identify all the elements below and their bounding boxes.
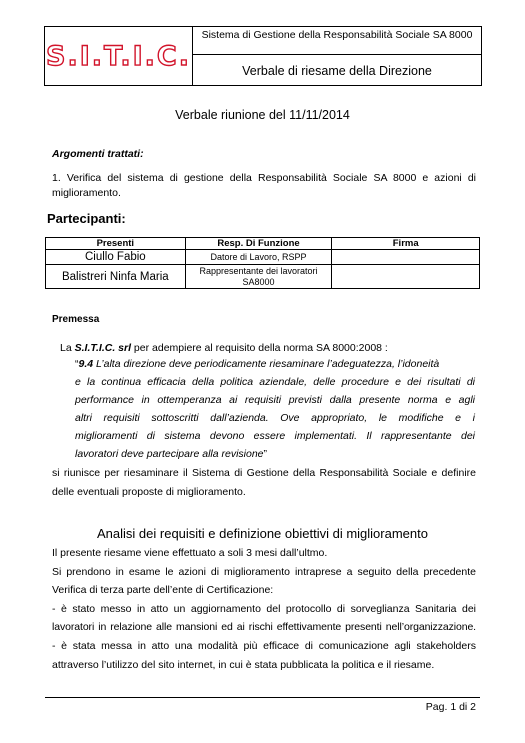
- participant-role: Rappresentante dei lavoratori SA8000: [185, 265, 332, 289]
- intro-text: per adempiere al requisito della norma SA 8000:2008 :: [131, 342, 388, 354]
- premessa-heading: Premessa: [52, 314, 100, 325]
- quote-line: miglioramenti di sistema devono essere implementati. Il rappresentante dei: [75, 430, 475, 442]
- participant-role: Datore di Lavoro, RSPP: [185, 250, 332, 265]
- analisi-line: Il presente riesame viene effettuato a soli 3 mesi dall’ultmo.: [52, 547, 328, 559]
- quote-text: lavoratori deve partecipare alla revisione: [75, 448, 264, 460]
- requirement-quote: [75, 355, 475, 463]
- analisi-line: Si prendono in esame le azioni di miglioramento intraprese a seguito della precedente: [52, 565, 476, 578]
- analisi-line: Verifica di terza parte dell’ente di Certificazione:: [52, 584, 274, 597]
- analisi-line: - è stato messo in atto un aggiornamento del protocollo di sorveglianza Sanitaria dei: [52, 602, 476, 615]
- table-header-row: [46, 238, 480, 250]
- quote-line: e la continua efficacia della politica aziendale, delle procedure e dei risultati di: [75, 376, 475, 388]
- system-title: Sistema di Gestione della Responsabilità Sociale SA 8000: [193, 27, 481, 55]
- premessa-closing: [52, 464, 476, 501]
- table-row: [46, 250, 480, 265]
- participant-name: Balistreri Ninfa Maria: [46, 265, 186, 289]
- participant-signature: [332, 265, 480, 289]
- quote-text: L’alta direzione deve periodicamente riesaminare l’adeguatezza, l’idoneità: [96, 358, 440, 370]
- company-logo: S.I.T.I.C.: [46, 40, 191, 72]
- logo-cell: [45, 27, 193, 85]
- analisi-line: attraverso l’utilizzo del sito internet, in cui è stata pubblicata la politica e il riesame.: [52, 658, 435, 671]
- column-header: Resp. Di Funzione: [185, 238, 332, 250]
- closing-line: delle eventuali proposte di miglioramento.: [52, 485, 246, 498]
- topics-item-1: 1. Verifica del sistema di gestione della Responsabilità Sociale SA 8000 e azioni di miglioramento.: [52, 172, 476, 199]
- analisi-line: - è stata messa in atto una modalità più efficace di comunicazione agli stakeholders: [52, 639, 476, 652]
- intro-text: La: [60, 342, 75, 354]
- closing-line: si riunisce per riesaminare il Sistema di Gestione della Responsabilità Sociale e definire: [52, 467, 476, 479]
- table-row: [46, 265, 480, 289]
- topics-heading: Argomenti trattati:: [52, 148, 144, 160]
- meeting-title: Verbale riunione del 11/11/2014: [175, 108, 350, 122]
- document-header: [44, 26, 482, 86]
- quote-line: altri requisiti sottoscritti dall’azienda. Ove appropriato, le modifiche e i: [75, 412, 475, 424]
- company-name: S.I.T.I.C. srl: [74, 342, 132, 354]
- participants-heading: Partecipanti:: [47, 211, 126, 226]
- column-header: Presenti: [46, 238, 186, 250]
- column-header: Firma: [332, 238, 480, 250]
- participant-name: Ciullo Fabio: [46, 250, 186, 265]
- document-title: Verbale di riesame della Direzione: [242, 63, 432, 78]
- analisi-heading: Analisi dei requisiti e definizione obiettivi di miglioramento: [97, 526, 428, 541]
- quote-line: performance in ottemperanza ai requisiti previsti dalla presente norma e agli: [75, 394, 475, 406]
- analisi-line: lavoratori in relazione alle mansioni ed ai rischi effettivamente presenti nell’organizzazione.: [52, 621, 476, 634]
- premessa-intro: [60, 341, 388, 356]
- page-number: Pag. 1 di 2: [425, 701, 476, 713]
- participants-table: [45, 237, 480, 289]
- quote-line: lavoratori deve partecipare alla revisione”: [75, 448, 268, 460]
- quote-number: 9.4: [78, 358, 94, 370]
- footer-divider: [45, 697, 480, 698]
- analisi-body: [52, 544, 476, 674]
- participant-signature: [332, 250, 480, 265]
- quote-line: “9.4 L’alta direzione deve periodicamente riesaminare l’adeguatezza, l’idoneità: [75, 358, 440, 370]
